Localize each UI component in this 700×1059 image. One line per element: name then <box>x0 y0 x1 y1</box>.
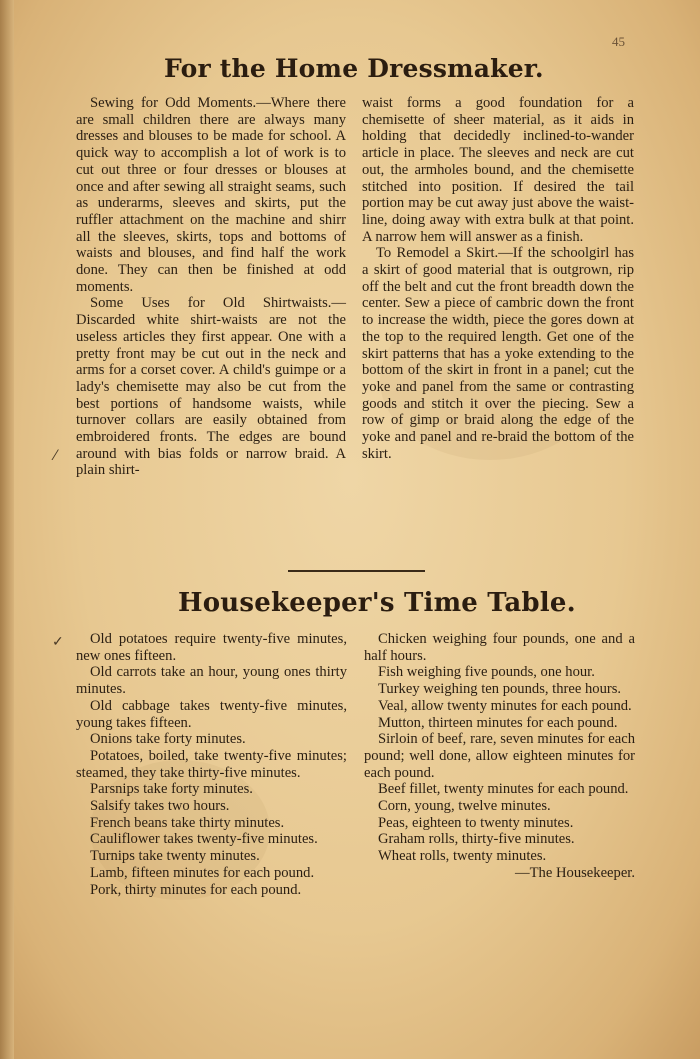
paragraph-shirtwaist-continued: waist forms a good foundation for a chemisette of sheer material, as it aids in holding that decidedly inclined-to-wander article in place. The sleeves and neck are cut out, the armholes bound, and the chemisette stitched into position. If desired the tail portion may be cut away just above the waist-line, doing away with extra bulk at that point. A narrow hem will answer as a finish. <box>362 95 634 245</box>
dressmaker-column-right <box>362 95 634 462</box>
time-table-item: Graham rolls, thirty-five minutes. <box>378 831 575 848</box>
time-table-item: Onions take forty minutes. <box>90 731 246 748</box>
page-spine-shadow <box>0 0 14 1059</box>
time-table-item: Corn, young, twelve minutes. <box>378 798 551 815</box>
time-table-column-left <box>76 631 347 898</box>
paragraph-odd-moments: Sewing for Odd Moments.—Where there are small children there are always many dresses and blouses to be made for school. A quick way to accomplish a lot of work is to cut out three or four dresses or blouses at once and after sewing all straight seams, such as underarms, sleeves and skirts, put the ruffler attachment on the machine and shirr all the sleeves, skirts, tops and bottoms of waists and blouses, and find half the work done. They can then be finished at odd moments. <box>76 95 346 295</box>
time-table-item: Pork, thirty minutes for each pound. <box>90 881 302 898</box>
time-table-item: Salsify takes two hours. <box>90 798 230 815</box>
time-table-item: Mutton, thirteen minutes for each pound. <box>378 714 618 731</box>
time-table-item: Wheat rolls, twenty minutes. <box>378 848 547 865</box>
time-table-item: Old potatoes require twenty-five minutes, new ones fifteen. <box>76 631 347 664</box>
time-table-item: Lamb, fifteen minutes for each pound. <box>90 864 315 881</box>
pencil-check-mark-icon: ✓ <box>52 634 64 650</box>
time-table-item: Sirloin of beef, rare, seven minutes for each pound; well done, allow eighteen minutes for each pound. <box>364 731 635 781</box>
section-divider-rule <box>288 570 425 572</box>
time-table-item: French beans take thirty minutes. <box>90 814 285 831</box>
article-signature: —The Housekeeper. <box>515 864 635 881</box>
dressmaker-column-left <box>76 95 346 479</box>
paragraph-old-shirtwaists: Some Uses for Old Shirtwaists.—Discarded white shirt-waists are not the useless articles they first appear. One with a pretty front may be cut out in the neck and arms for a corset cover. A child's guimpe or a lady's chemisette may also be cut from the best portions of handsome waists, while turnover collars are easily obtained from embroidered fronts. The edges are bound around with bias folds or narrow braid. A plain shirt- <box>76 295 346 479</box>
time-table-item: Cauliflower takes twenty-five minutes. <box>90 831 318 848</box>
article-title-time-table: Housekeeper's Time Table. <box>178 588 576 618</box>
time-table-item: Old cabbage takes twenty-five minutes, young takes fifteen. <box>76 697 347 731</box>
time-table-item: Chicken weighing four pounds, one and a half hours. <box>364 631 635 664</box>
page-number: 45 <box>612 34 625 49</box>
time-table-item: Beef fillet, twenty minutes for each pound. <box>378 781 629 798</box>
time-table-item: Parsnips take forty minutes. <box>90 781 253 798</box>
article-title-dressmaker: For the Home Dressmaker. <box>164 54 544 83</box>
time-table-item: Peas, eighteen to twenty minutes. <box>378 814 574 831</box>
time-table-item: Turkey weighing ten pounds, three hours. <box>378 681 622 698</box>
time-table-item: Fish weighing five pounds, one hour. <box>378 664 595 681</box>
paragraph-remodel-skirt: To Remodel a Skirt.—If the schoolgirl has a skirt of good material that is outgrown, rip off the belt and cut the front breadth down the center. Sew a piece of cambric down the front to increase the width, piece the gores down at the top to the required length. Get one of the skirt patterns that has a yoke extending to the bottom of the skirt in front in a panel; cut the yoke and panel from the same or contrasting goods and stitch it over the piecing. Sew a row of gimp or braid along the edge of the yoke and panel and re-braid the bottom of the skirt. <box>362 245 634 462</box>
time-table-item: Turnips take twenty minutes. <box>90 848 260 865</box>
time-table-column-right <box>364 631 635 882</box>
time-table-item: Veal, allow twenty minutes for each pound. <box>378 697 632 714</box>
pencil-mark-icon: ⁄ <box>54 448 57 464</box>
time-table-item: Old carrots take an hour, young ones thirty minutes. <box>76 664 347 698</box>
time-table-item: Potatoes, boiled, take twenty-five minutes; steamed, they take thirty-five minutes. <box>76 747 347 781</box>
